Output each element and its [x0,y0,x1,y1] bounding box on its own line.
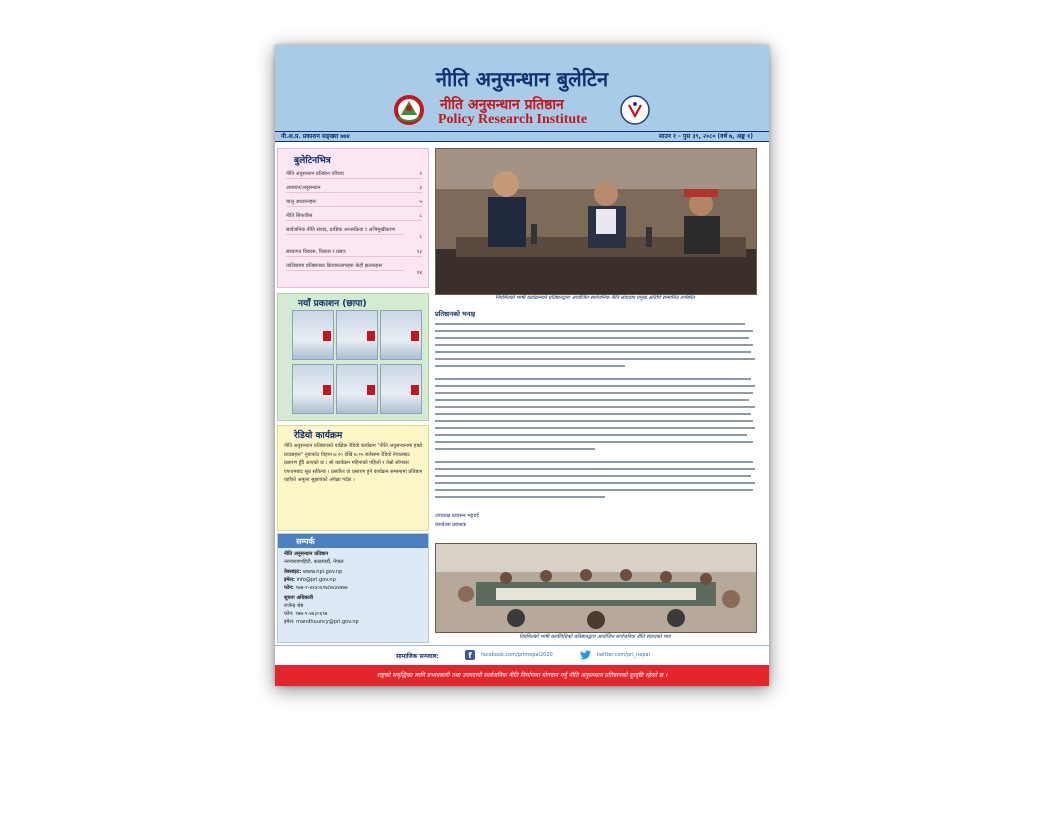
toc-item-page: ८ [419,213,422,219]
toc-item-label: संस्थागत विकास, विस्तार र प्रसार [286,249,346,255]
toc-item-label: चालू अध्ययनहरू [286,199,317,205]
text-line [435,378,751,380]
toc-item[interactable] [286,249,422,257]
contact-email-row [284,577,336,583]
contact-phone-row [284,585,348,591]
contact-address: नरनारायणहिटी, काठमाडौं, नेपाल [284,559,344,565]
toc-item[interactable] [286,263,422,276]
toc-item-page: ८ [419,234,422,240]
toc-item-label: अध्ययन/अनुसन्धान [286,185,321,191]
table-of-contents [277,148,429,288]
toc-item-page: १४ [416,270,422,276]
text-line [435,413,751,415]
issue-date: साउन १ - पुस ३९, २०८० (वर्ष ७, अङ्क १) [658,133,753,140]
institute-name-english: Policy Research Institute [438,112,588,127]
info-officer-email[interactable]: इमेल: mandhuuncy@pri.gov.np [284,619,359,625]
issue-meta-bar [275,131,769,142]
publication-cover[interactable] [292,364,334,414]
toc-item[interactable] [286,227,422,240]
photo-caption: नियमितको भाषी कार्यक्रमको प्रतिष्ठानद्वारा आयोजित सार्वजनिक नीति संवादमा प्रमुख अतिथि सम्मानित उपस्थित [495,295,695,301]
toc-item-page: ५ [419,199,422,205]
article-title: प्रतिष्ठानको भनाइ [435,310,476,318]
toc-item-page: १३ [416,249,422,255]
toc-item-page: ३ [419,185,422,191]
text-line [435,489,753,491]
event-photo-panel [435,148,757,295]
text-line [435,420,753,422]
text-line [435,330,753,332]
toc-item-page: २ [419,171,422,177]
masthead [275,45,769,131]
radio-title: रेडियो कार्यक्रम [294,431,343,441]
email-label: इमेल: [284,577,295,583]
facebook-icon[interactable]: f [465,650,475,660]
new-publications [277,293,429,421]
info-officer-label: सूचना अधिकारी [284,595,314,601]
footer-banner [275,665,769,686]
text-line [435,399,749,401]
contact-website-row [284,569,342,575]
publication-number: नी.अ.प्र. प्रकाशन सङ्ख्या ७७४ [281,133,350,140]
publications-title: नयाँ प्रकाशन (छापा) [298,299,367,309]
contact-box [277,533,429,643]
toc-item[interactable] [286,171,422,179]
contact-org: नीति अनुसन्धान प्रतिष्ठान [284,551,329,557]
info-officer-phone: फोन: ९७७-१-४४३०६९७ [284,611,328,617]
toc-item[interactable] [286,199,422,207]
signatory-title: कार्यालय प्रबन्धक [435,522,467,528]
institute-name-nepali: नीति अनुसन्धान प्रतिष्ठान [440,97,564,113]
info-officer-name: राजेन्द्र श्रेष्ठ [284,603,304,609]
photo-caption: नियमितको भाषी कार्यविधिको प्रतिष्ठानद्वारा आयोजित सार्वजनिक नीति संवादको भाव [519,634,671,640]
contact-header [278,534,428,548]
text-line [435,337,749,339]
text-line [435,358,755,360]
toc-item-label: सार्वजनिक नीति संवाद, प्राज्ञिक अन्तरक्रिया र अभिमुखीकरण [286,227,396,233]
phone-label: फोन: [284,585,294,591]
text-line [435,344,753,346]
toc-item-label: तालिकामा प्रतिष्ठानका क्रियाकलापहरू केही झलकहरू [286,263,383,269]
toc-item-label: नीति अनुसन्धान प्रतिष्ठान परिचय [286,171,344,177]
toc-title: बुलेटिनभित्र [294,156,331,166]
signatory-name: उपाध्यक्ष प्रशासन भट्टराई [435,513,479,519]
contact-title: सम्पर्क [296,537,315,546]
text-line [435,427,755,429]
vision-statement: राष्ट्रको समृद्धिका लागि प्रभावकारी तथा उत्तरदायी सार्वजनिक नीति निर्माणमा योगदान गर्नु नीति अनुसन्धान प्रतिष्ठानको दूरदृष्टि रहेको छ । [376,672,668,679]
publication-cover[interactable] [336,364,378,414]
twitter-icon[interactable] [580,650,591,660]
email-link[interactable]: info@pri.gov.np [296,577,336,583]
publication-cover[interactable] [380,310,422,360]
twitter-link[interactable]: twitter.com/pri_nepal [597,652,650,658]
pri-logo-icon [620,95,650,125]
text-line [435,434,747,436]
radio-program [277,425,429,531]
publication-cover[interactable] [292,310,334,360]
meeting-photo-panel [435,543,757,633]
text-line [435,323,745,325]
phone-number: ९७७-१-४४३०६९७/४४३४४७७ [295,585,348,591]
text-line [435,475,751,477]
publication-cover[interactable] [336,310,378,360]
text-line [435,365,625,367]
radio-description: नीति अनुसन्धान प्रतिष्ठानको पाक्षिक रेडियो कार्यक्रम "नीति अनुसन्धानमा हाम्रो प्रयासहरू" नुवाकोट विहान ७:१० देखि ७:१५ बजेसम्म रेडियो नेपालबाट प्रसारण हुँदै आएको छ । सो कार्यक्रम महिनाको पहिलो र तेस्रो सोमबार एफएमबाट सुन्न सकिन्छ । प्रसारित वा प्रसारण हुने कार्यक्रम सम्बन्धमा प्रतिष्ठान यहाँको अमूल्य सुझावको अपेक्षा गर्दछ । [284,443,423,484]
text-line [435,461,753,463]
bulletin-title: नीति अनुसन्धान बुलेटिन [435,67,609,91]
toc-item[interactable] [286,185,422,193]
publication-cover[interactable] [380,364,422,414]
bulletin-page [275,45,769,686]
facebook-link[interactable]: facebook.com/primepal2020 [481,652,553,658]
website-label: वेबसाइट: [284,569,302,575]
social-media-bar [275,645,769,666]
social-label: सामाजिक सञ्जाल: [396,653,439,660]
text-line [435,448,595,450]
text-line [435,496,605,498]
text-line [435,385,755,387]
text-line [435,406,755,408]
text-line [435,468,755,470]
toc-item-label: नीति सिफारिस [286,213,313,219]
text-line [435,351,751,353]
website-link[interactable]: www.npi.gov.np [302,569,343,575]
toc-item[interactable] [286,213,422,221]
text-line [435,482,755,484]
text-line [435,392,753,394]
nepal-emblem-icon [392,93,426,127]
text-line [435,441,753,443]
